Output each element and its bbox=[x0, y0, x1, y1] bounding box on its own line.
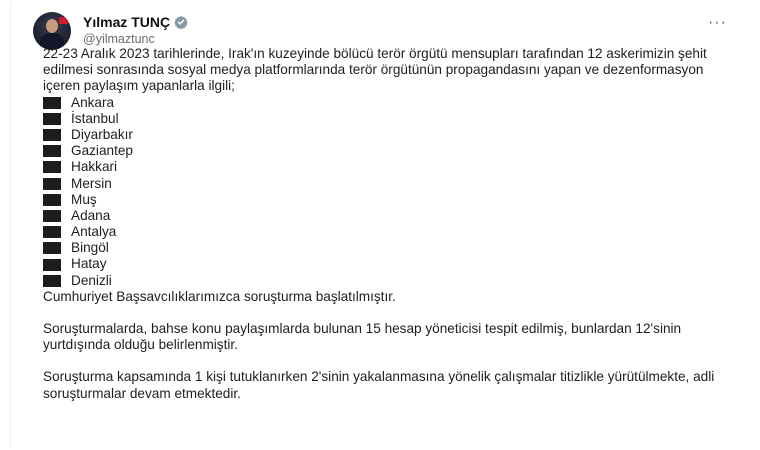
list-item bbox=[43, 159, 743, 175]
list-item bbox=[43, 273, 743, 289]
tweet-statement: Cumhuriyet Başsavcılıklarımızca soruşturma başlatılmıştır. bbox=[43, 288, 396, 304]
list-item bbox=[43, 176, 743, 192]
verified-badge-icon bbox=[174, 15, 188, 29]
list-item bbox=[43, 143, 743, 159]
city-name: Gaziantep bbox=[71, 143, 133, 159]
black-square-icon bbox=[43, 161, 61, 173]
black-square-icon bbox=[43, 259, 61, 271]
black-square-icon bbox=[43, 210, 61, 222]
list-item bbox=[43, 192, 743, 208]
black-square-icon bbox=[43, 194, 61, 206]
city-name: Muş bbox=[71, 191, 97, 207]
tweet-card bbox=[10, 2, 749, 448]
city-name: Ankara bbox=[71, 94, 115, 110]
city-name: Denizli bbox=[71, 272, 112, 288]
black-square-icon bbox=[43, 145, 61, 157]
list-item bbox=[43, 208, 743, 224]
list-item bbox=[43, 95, 743, 111]
black-square-icon bbox=[43, 226, 61, 238]
black-square-icon bbox=[43, 97, 61, 109]
city-name: Hakkari bbox=[71, 159, 118, 175]
tweet-paragraph-3: Soruşturma kapsamında 1 kişi tutuklanırken 2'sinin yakalanmasına yönelik çalışmalar titizlikle yürütülmekte, adli soruşturmalar devam etmektedir. bbox=[43, 369, 715, 401]
author-display-name[interactable]: Yılmaz TUNÇ bbox=[83, 14, 171, 30]
author-handle[interactable]: @yilmaztunc bbox=[83, 32, 155, 46]
list-item bbox=[43, 240, 743, 256]
black-square-icon bbox=[43, 113, 61, 125]
city-name: Mersin bbox=[71, 175, 112, 191]
list-item bbox=[43, 127, 743, 143]
profile-photo-icon[interactable] bbox=[33, 12, 71, 50]
city-name: Antalya bbox=[71, 224, 117, 240]
black-square-icon bbox=[43, 178, 61, 190]
list-item bbox=[43, 224, 743, 240]
flag-pin-icon bbox=[59, 17, 68, 24]
tweet-intro: 22-23 Aralık 2023 tarihlerinde, Irak'ın kuzeyinde bölücü terör örgütü mensupları tarafından 12 askerimizin şehit edilmesi sonrasında sosyal medya platformlarında terör örgütünün propagandasını yapan ve dezenformasyon içeren paylaşım yapanlarla ilgili; bbox=[43, 46, 707, 94]
black-square-icon bbox=[43, 129, 61, 141]
city-name: İstanbul bbox=[71, 110, 119, 126]
name-row bbox=[83, 14, 188, 30]
black-square-icon bbox=[43, 242, 61, 254]
tweet-body bbox=[43, 46, 743, 402]
more-options-icon[interactable]: ··· bbox=[708, 14, 727, 31]
list-item bbox=[43, 111, 743, 127]
city-name: Adana bbox=[71, 207, 111, 223]
city-name: Hatay bbox=[71, 256, 107, 272]
city-name: Diyarbakır bbox=[71, 126, 133, 142]
city-list bbox=[43, 95, 743, 289]
black-square-icon bbox=[43, 275, 61, 287]
city-name: Bingöl bbox=[71, 240, 109, 256]
tweet-paragraph-2: Soruşturmalarda, bahse konu paylaşımlarda bulunan 15 hesap yöneticisi tespit edilmiş, bunlardan 12'sinin yurtdışında olduğu belirlenmiştir. bbox=[43, 321, 682, 353]
list-item bbox=[43, 256, 743, 272]
